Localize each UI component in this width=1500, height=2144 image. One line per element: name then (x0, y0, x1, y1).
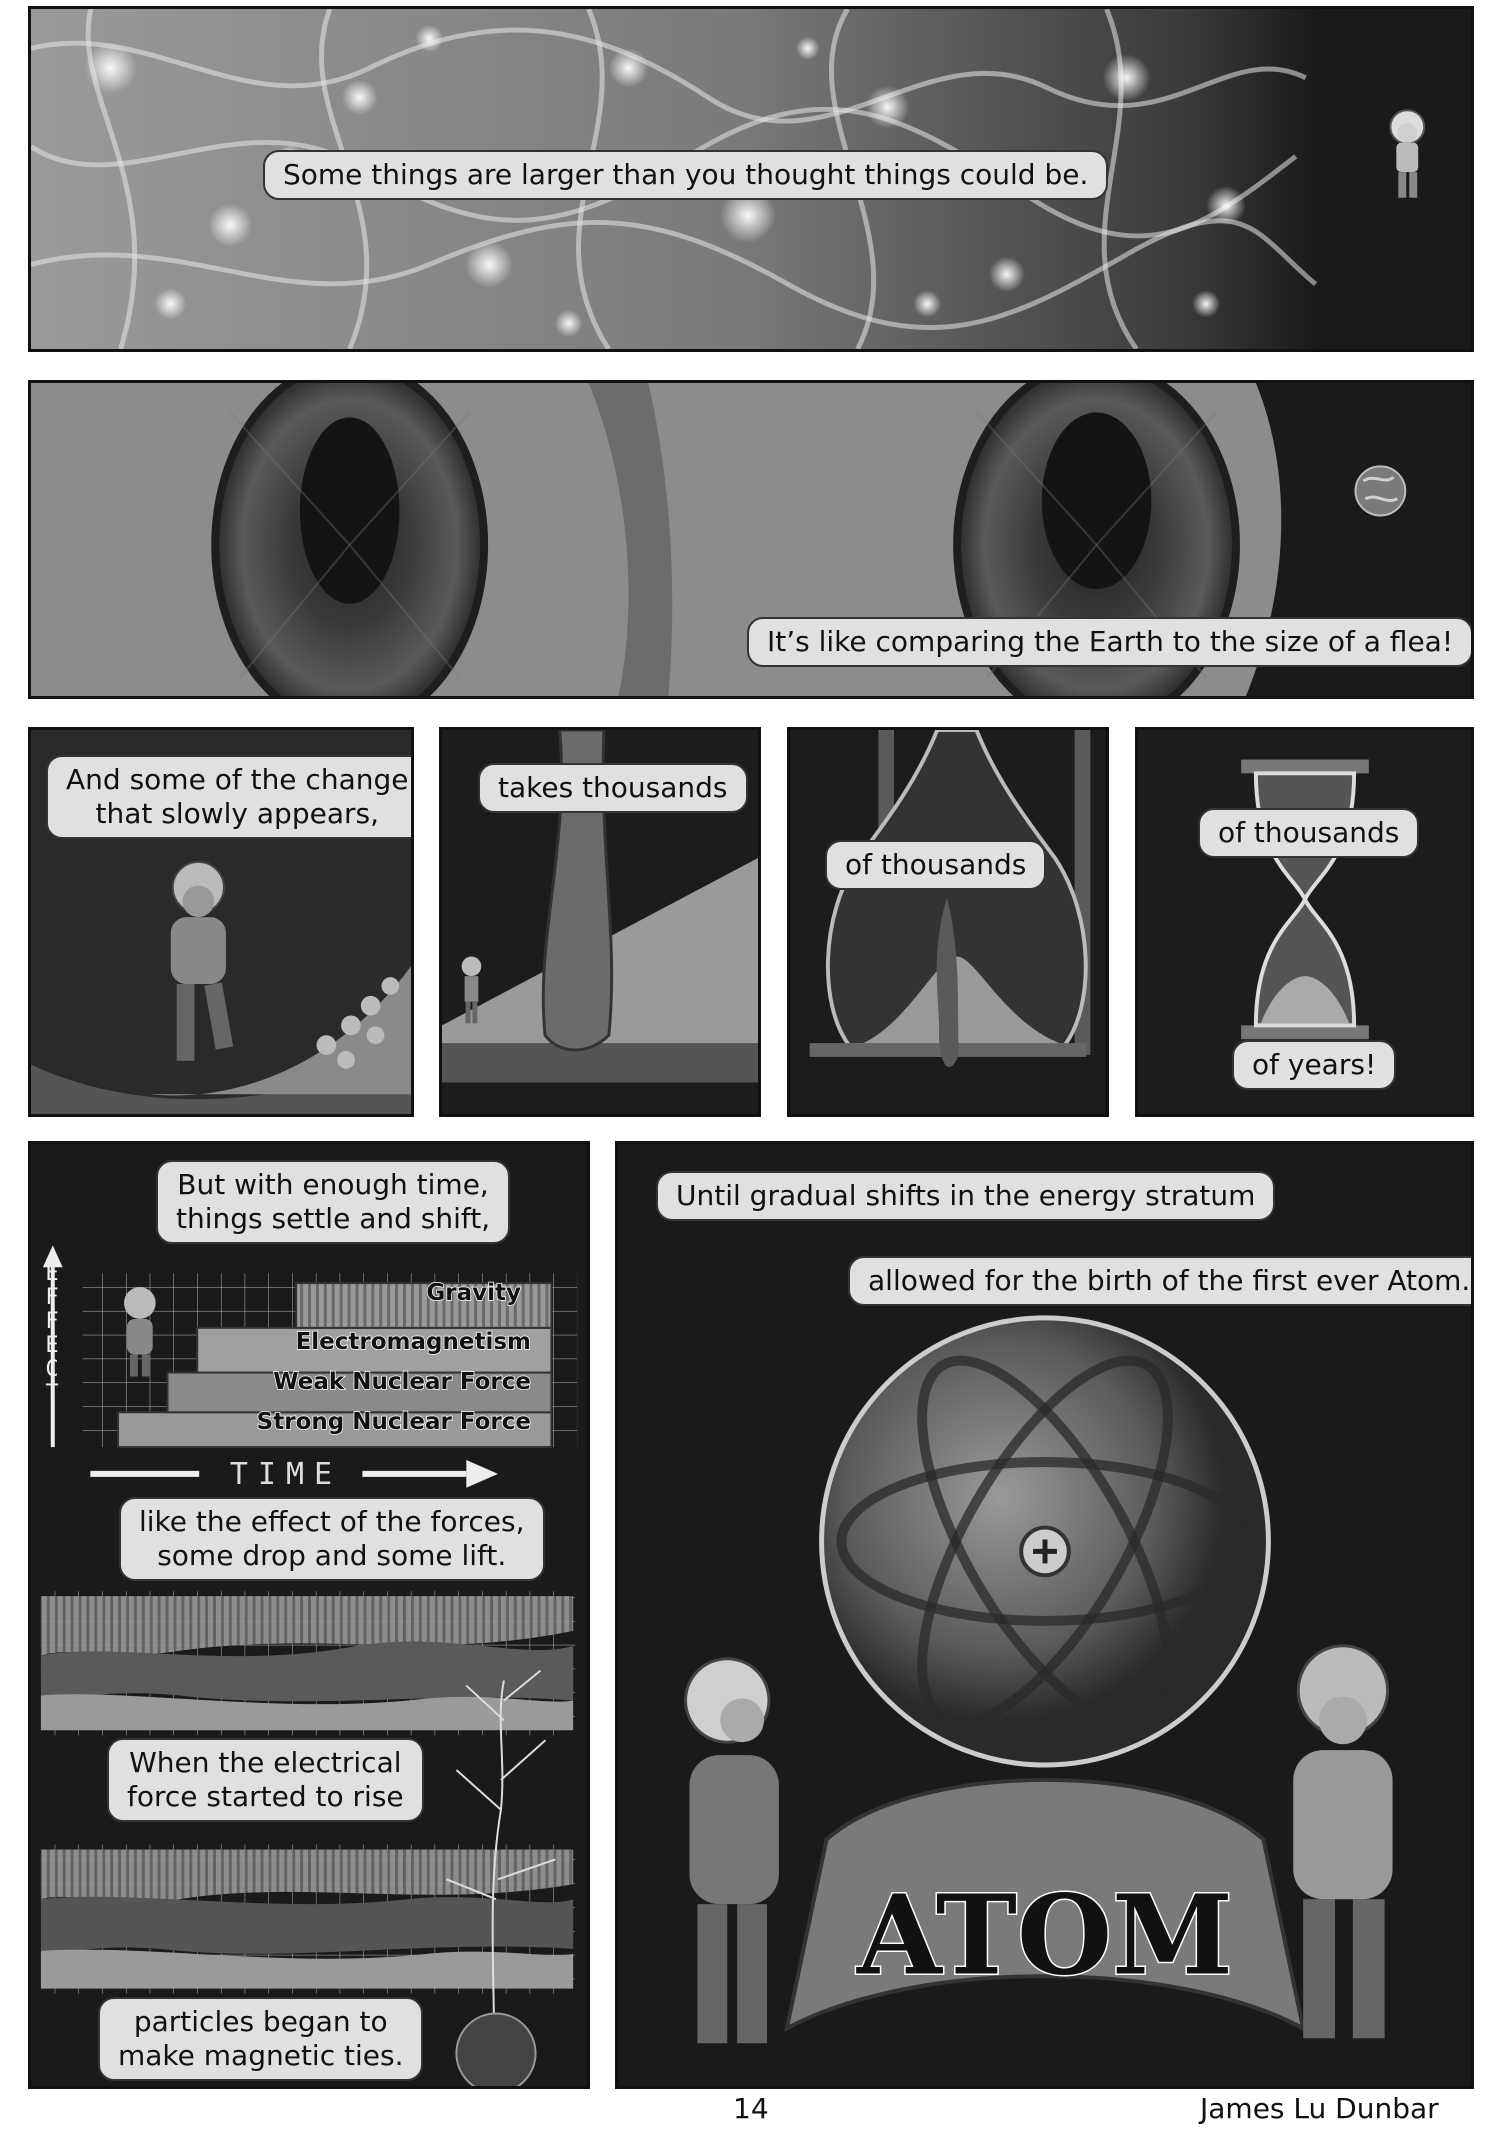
layer-label-strong-nuclear-force: Strong Nuclear Force (256, 1409, 531, 1435)
caption-line: But with enough time, (177, 1168, 489, 1201)
panel-2 (28, 380, 1474, 699)
panel-7 (28, 1141, 590, 2089)
caption-line: And some of the change (66, 763, 409, 796)
caption-bubble: takes thousands (478, 763, 748, 813)
panel-1 (28, 6, 1474, 352)
caption-bubble (156, 1160, 510, 1244)
caption-line: like the effect of the forces, (139, 1505, 525, 1538)
force-layer-labels (31, 1144, 590, 2089)
caption-bubble: of thousands (1198, 808, 1419, 858)
author-credit: James Lu Dunbar (1200, 2092, 1439, 2125)
panel-5 (787, 727, 1109, 1117)
panel-6 (1135, 727, 1474, 1117)
caption-bubble (98, 1997, 423, 2081)
caption-line: some drop and some lift. (157, 1539, 507, 1572)
layer-label-electromagnetism: Electromagnetism (295, 1329, 531, 1355)
hourglass-interior-illustration (790, 730, 1106, 1114)
caption-bubble: Some things are larger than you thought things could be. (263, 150, 1108, 200)
caption-bubble: of thousands (825, 840, 1046, 890)
caption-line: force started to rise (127, 1780, 404, 1813)
caption-line: When the electrical (129, 1746, 402, 1779)
caption-bubble (46, 755, 414, 839)
layer-label-gravity: Gravity (426, 1280, 521, 1306)
axis-y-label: EFFECT (45, 1261, 59, 1406)
panel-3 (28, 727, 414, 1117)
layer-label-weak-nuclear-force: Weak Nuclear Force (273, 1369, 531, 1395)
caption-line: make magnetic ties. (118, 2039, 404, 2072)
panel-8 (615, 1141, 1474, 2089)
banner-text: ATOM (856, 1870, 1234, 2000)
caption-line: things settle and shift, (176, 1202, 491, 1235)
caption-line: that slowly appears, (95, 797, 379, 830)
panel-4 (439, 727, 761, 1117)
caption-line: particles began to (133, 2005, 388, 2038)
caption-bubble: Until gradual shifts in the energy stratum (656, 1171, 1275, 1221)
caption-bubble: allowed for the birth of the first ever Atom. (848, 1256, 1474, 1306)
caption-bubble: of years! (1232, 1040, 1396, 1090)
page-number: 14 (733, 2092, 769, 2125)
caption-bubble (107, 1738, 424, 1822)
earth-icon (1355, 466, 1405, 515)
caption-bubble: It’s like comparing the Earth to the size of a flea! (747, 617, 1473, 667)
caption-bubble (119, 1497, 545, 1581)
axis-x-label: TIME (229, 1457, 343, 1492)
